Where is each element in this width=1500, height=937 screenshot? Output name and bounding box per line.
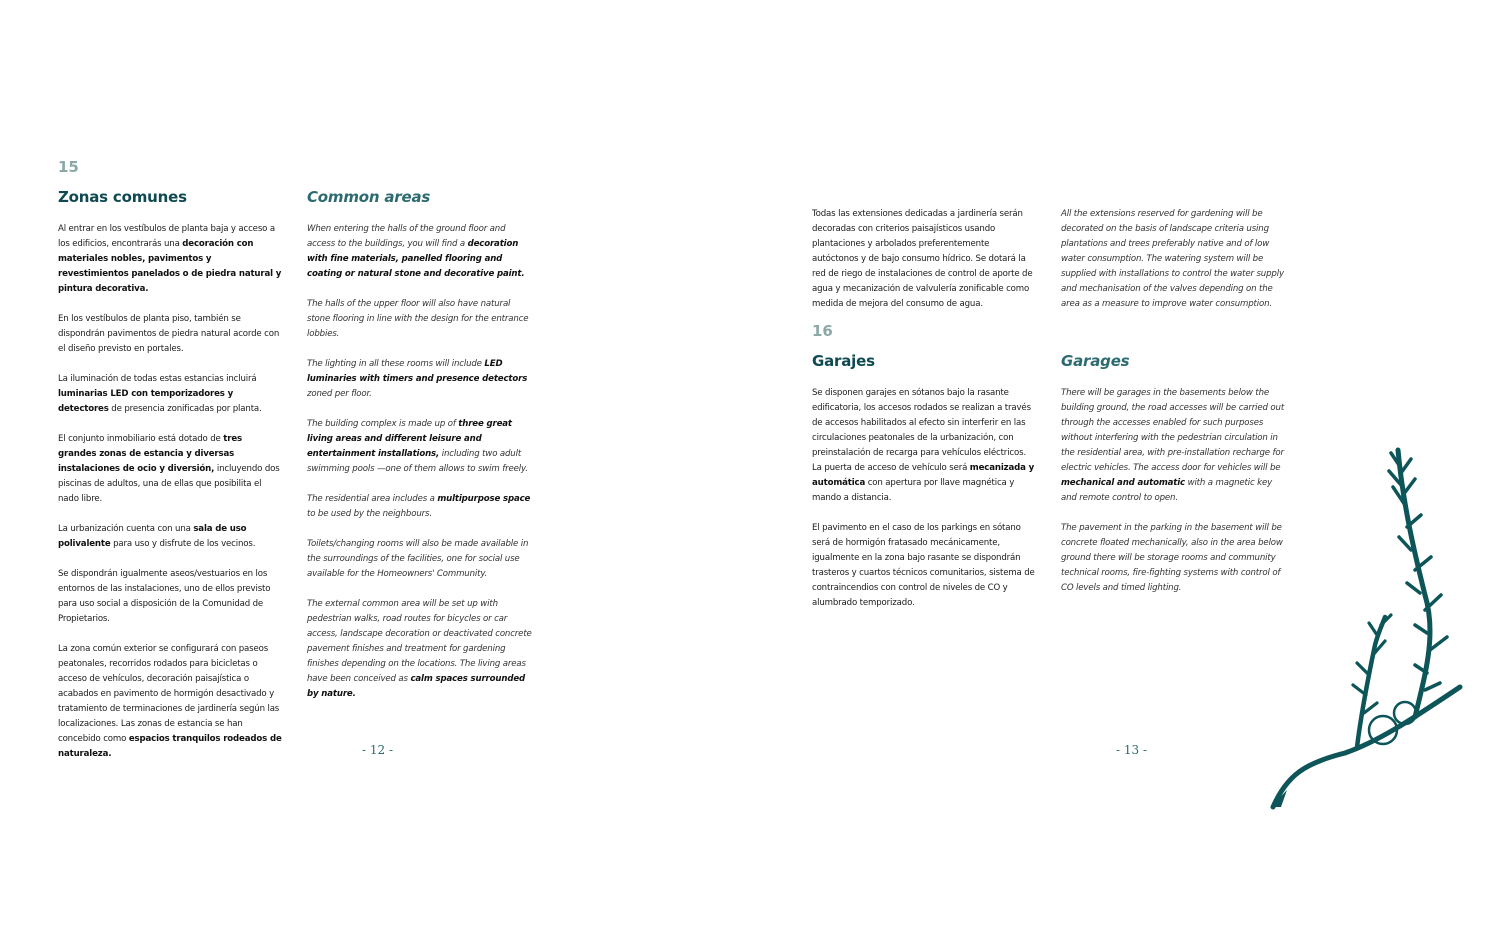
section-number: 15 [58, 158, 79, 176]
paragraph: There will be garages in the basements below the building ground, the road accesses will be carried out through the accesses enabled for such purposes without interfering with the pedestrian circulation in the residential area, with pre-installation recharge for electric vehicles. The access door for vehicles will be mechanical and automatic with a magnetic key and remote control to open. [1061, 388, 1285, 503]
paragraph: All the extensions reserved for gardening will be decorated on the basis of landscape criteria using plantations and trees preferably native and of low water consumption. The watering system will be supplied with installations to control the water supply and mechanisation of the valves depending on the area as a measure to improve water consumption. [1061, 209, 1284, 309]
paragraph: The lighting in all these rooms will include LED luminaries with timers and presence detectors zoned per floor. [307, 359, 528, 399]
paragraph: The pavement in the parking in the basement will be concrete floated mechanically, also in the area below ground there will be storage rooms and community technical rooms, fire-fighting systems with control of CO levels and timed lighting. [1061, 523, 1283, 593]
section-title-es: Garajes [812, 352, 875, 370]
paragraph: En los vestíbulos de planta piso, también se dispondrán pavimentos de piedra natural acorde con el diseño previsto en portales. [58, 314, 280, 354]
section-title-en: Garages [1061, 352, 1130, 370]
page-number: - 12 - [362, 743, 394, 757]
paragraph: La iluminación de todas estas estancias incluirá luminarias LED con temporizadores y detectores de presencia zonificadas por planta. [58, 374, 262, 414]
paragraph: When entering the halls of the ground floor and access to the buildings, you will find a decoration with fine materials, panelled flooring and coating or natural stone and decorative paint. [307, 224, 525, 279]
section-title-es: Zonas comunes [58, 188, 187, 206]
paragraph: Toilets/changing rooms will also be made available in the surroundings of the facilities, one for social use available for the Homeowners' Community. [307, 539, 529, 579]
paragraph: The external common area will be set up with pedestrian walks, road routes for bicycles or car access, landscape decoration or deactivated concrete pavement finishes and treatment for gardening finishes depending on the locations. The living areas have been conceived as calm spaces surrounded by nature. [307, 599, 532, 699]
section-number: 16 [812, 322, 833, 340]
page-number: - 13 - [1116, 743, 1148, 757]
botanical-sprig-illustration [1265, 445, 1465, 810]
intro-column-es [812, 207, 1037, 327]
paragraph: Al entrar en los vestíbulos de planta baja y acceso a los edificios, encontrarás una decoración con materiales nobles, pavimentos y revestimientos panelados o de piedra natural y pintura decorativa. [58, 224, 282, 294]
section-title-en: Common areas [307, 188, 431, 206]
paragraph: Se disponen garajes en sótanos bajo la rasante edificatoria, los accesos rodados se realizan a través de accesos habilitados al efecto sin interferir en las circulaciones peatonales de la urbanización, con preinstalación de recarga para vehículos eléctricos. La puerta de acceso de vehículo será mecanizada y automática con apertura por llave magnética y mando a distancia. [812, 388, 1035, 503]
paragraph: The residential area includes a multipurpose space to be used by the neighbours. [307, 494, 531, 519]
intro-column-en [1061, 207, 1286, 327]
paragraph: El pavimento en el caso de los parkings en sótano será de hormigón fratasado mecánicamente, igualmente en la zona bajo rasante se dispondrán trasteros y cuartos técnicos comunitarios, sistema de contraincendios con control de niveles de CO y alumbrado temporizado. [812, 523, 1035, 608]
paragraph: Todas las extensiones dedicadas a jardinería serán decoradas con criterios paisajísticos usando plantaciones y arbolados preferentemente autóctonos y de bajo consumo hídrico. Se dotará la red de riego de instalaciones de control de aporte de agua y mecanización de valvulería zonificable como medida de mejora del consumo de agua. [812, 209, 1033, 309]
text-column-en [307, 222, 532, 717]
text-column-es [58, 222, 283, 777]
text-column-es [812, 386, 1037, 626]
paragraph: The halls of the upper floor will also have natural stone flooring in line with the design for the entrance lobbies. [307, 299, 529, 339]
text-column-en [1061, 386, 1286, 611]
paragraph: La urbanización cuenta con una sala de uso polivalente para uso y disfrute de los vecinos. [58, 524, 256, 549]
paragraph: La zona común exterior se configurará con paseos peatonales, recorridos rodados para bicicletas o acceso de vehículos, decoración paisajística o acabados en pavimento de hormigón desactivado y tratamiento de terminaciones de jardinería según las localizaciones. Las zonas de estancia se han concebido como espacios tranquilos rodeados de naturaleza. [58, 644, 282, 759]
paragraph: Se dispondrán igualmente aseos/vestuarios en los entornos de las instalaciones, uno de ellos previsto para uso social a disposición de la Comunidad de Propietarios. [58, 569, 271, 624]
paragraph: The building complex is made up of three great living areas and different leisure and entertainment installations, including two adult swimming pools —one of them allows to swim freely. [307, 419, 528, 474]
paragraph: El conjunto inmobiliario está dotado de tres grandes zonas de estancia y diversas instalaciones de ocio y diversión, incluyendo dos piscinas de adultos, una de ellas que posibilita el nado libre. [58, 434, 280, 504]
